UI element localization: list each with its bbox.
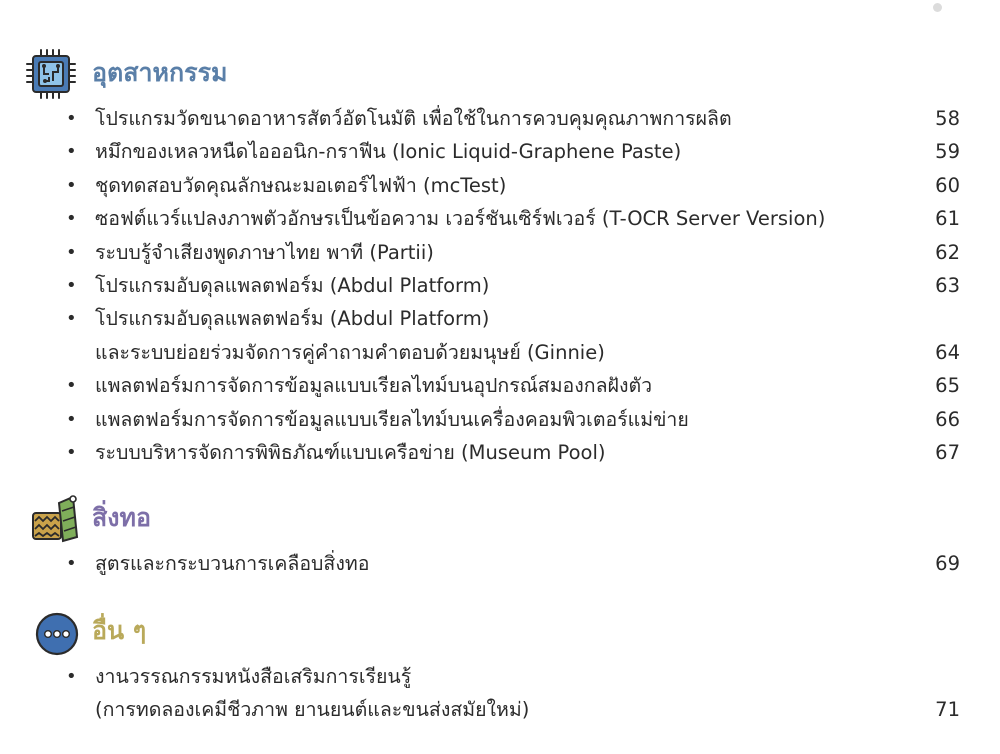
toc-entry[interactable] — [0, 369, 1000, 402]
entry-title: (การทดลองเคมีชีวภาพ ยานยนต์และขนส่งสมัยใหม่) — [95, 698, 530, 722]
toc-entry[interactable] — [0, 202, 1000, 235]
bullet-icon: • — [66, 241, 77, 263]
toc-entry[interactable] — [0, 135, 1000, 168]
item-list — [0, 547, 1000, 580]
entry-title: สูตรและกระบวนการเคลือบสิ่งทอ — [95, 552, 370, 575]
page-number: 66 — [935, 407, 960, 431]
page-number: 64 — [935, 340, 960, 364]
section-industry — [0, 46, 1000, 469]
scroll-indicator — [933, 3, 942, 12]
item-list — [0, 102, 1000, 469]
bullet-icon: • — [66, 553, 77, 574]
bullet-icon: • — [66, 442, 77, 464]
entry-title: ซอฟต์แวร์แปลงภาพตัวอักษรเป็นข้อความ เวอร์ชันเซิร์ฟเวอร์ (T-OCR Server Version) — [95, 207, 826, 231]
toc-entry[interactable] — [0, 269, 1000, 302]
bullet-icon: • — [66, 174, 77, 196]
bullet-icon: • — [66, 275, 77, 297]
toc-entry[interactable] — [0, 102, 1000, 135]
toc-entry[interactable] — [0, 236, 1000, 269]
entry-title: โปรแกรมอับดุลแพลตฟอร์ม (Abdul Platform) — [95, 274, 490, 298]
bullet-icon: • — [66, 141, 77, 163]
toc-entry[interactable] — [0, 547, 1000, 580]
page-number: 62 — [935, 240, 960, 264]
bullet-icon: • — [66, 666, 77, 687]
textile-fabric-icon — [29, 493, 81, 545]
entry-title: โปรแกรมอับดุลแพลตฟอร์ม (Abdul Platform) — [95, 307, 490, 331]
entry-title: ชุดทดสอบวัดคุณลักษณะมอเตอร์ไฟฟ้า (mcTest) — [95, 173, 507, 197]
page-number: 65 — [935, 374, 960, 398]
bullet-icon: • — [66, 308, 77, 330]
toc-entry[interactable] — [0, 403, 1000, 436]
bullet-icon: • — [66, 408, 77, 430]
circuit-chip-icon — [25, 48, 77, 100]
entry-title: หมึกของเหลวหนืดไอออนิก-กราฟีน (Ionic Liquid-Graphene Paste) — [95, 140, 682, 164]
entry-title: งานวรรณกรรมหนังสือเสริมการเรียนรู้ — [95, 665, 412, 688]
page-number: 60 — [935, 173, 960, 197]
bullet-icon: • — [66, 208, 77, 230]
section-title: สิ่งทอ — [92, 503, 151, 532]
toc-entry[interactable] — [0, 660, 1000, 727]
section-title: อื่น ๆ — [92, 616, 147, 645]
entry-title: และระบบย่อยร่วมจัดการคู่คำถามคำตอบด้วยมนุษย์ (Ginnie) — [95, 340, 605, 364]
section-header — [0, 46, 1000, 102]
entry-title: ระบบบริหารจัดการพิพิธภัณฑ์แบบเครือข่าย (Museum Pool) — [95, 441, 606, 465]
entry-title: แพลตฟอร์มการจัดการข้อมูลแบบเรียลไทม์บนเครื่องคอมพิวเตอร์แม่ข่าย — [95, 407, 689, 431]
section-textile — [0, 491, 1000, 580]
more-dots-icon — [31, 606, 83, 658]
toc-entry[interactable] — [0, 436, 1000, 469]
page-number: 69 — [935, 552, 960, 575]
section-header — [0, 491, 1000, 547]
page-number: 63 — [935, 274, 960, 298]
entry-title: โปรแกรมวัดขนาดอาหารสัตว์อัตโนมัติ เพื่อใช้ในการควบคุมคุณภาพการผลิต — [95, 107, 732, 130]
bullet-icon: • — [66, 375, 77, 397]
bullet-icon: • — [66, 108, 77, 129]
page-number: 71 — [935, 698, 960, 722]
section-title: อุตสาหกรรม — [92, 58, 228, 87]
toc-entry[interactable] — [0, 169, 1000, 202]
page-number: 59 — [935, 140, 960, 164]
section-others — [0, 604, 1000, 727]
page-number: 61 — [935, 207, 960, 231]
entry-title: แพลตฟอร์มการจัดการข้อมูลแบบเรียลไทม์บนอุปกรณ์สมองกลฝังตัว — [95, 374, 653, 398]
item-list — [0, 660, 1000, 727]
page-number: 67 — [935, 441, 960, 465]
toc-entry[interactable] — [0, 302, 1000, 369]
section-header — [0, 604, 1000, 660]
entry-title: ระบบรู้จำเสียงพูดภาษาไทย พาที (Partii) — [95, 240, 434, 264]
page-number: 58 — [935, 107, 960, 130]
